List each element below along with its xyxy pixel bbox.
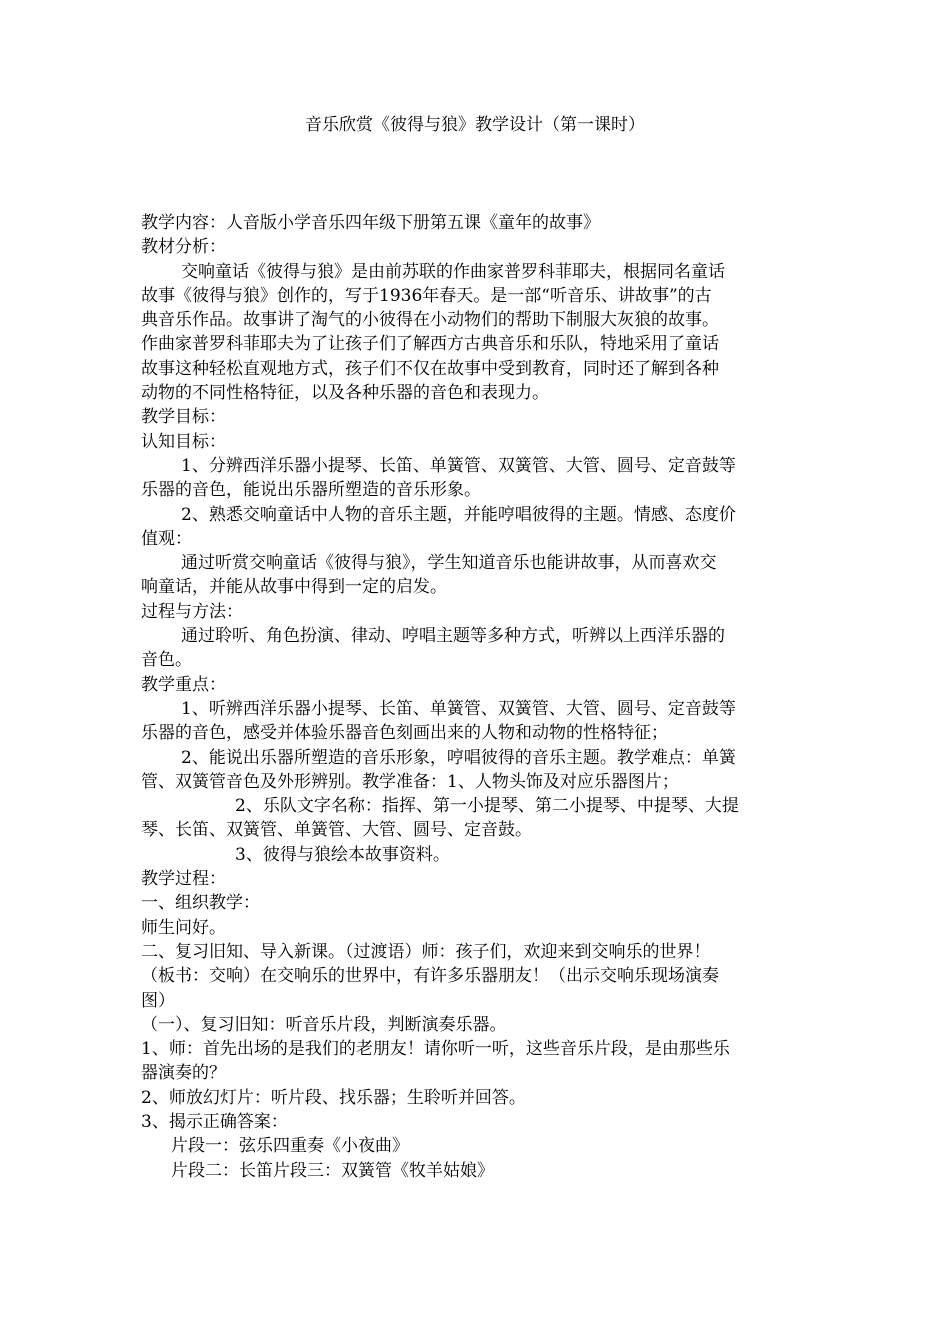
text-line: 教材分析：	[141, 237, 226, 258]
text-line: 图）	[141, 990, 175, 1011]
text-line: 1、分辨西洋乐器小提琴、长笛、单簧管、双簧管、大管、圆号、定音鼓等	[181, 455, 736, 476]
text-line: 教学重点：	[141, 674, 226, 695]
text-line: 动物的不同性格特征，以及各种乐器的音色和表现力。	[141, 383, 549, 404]
text-line: 教学过程：	[141, 869, 226, 890]
text-line: （板书：交响）在交响乐的世界中，有许多乐器朋友！（出示交响乐现场演奏	[141, 966, 719, 987]
text-line: 管、双簧管音色及外形辨别。教学准备：1、人物头饰及对应乐器图片；	[141, 771, 679, 792]
text-line: 过程与方法：	[141, 601, 243, 622]
text-line: 作曲家普罗科菲耶夫为了让孩子们了解西方古典音乐和乐队，特地采用了童话	[141, 334, 719, 355]
text-line: 师生问好。	[141, 917, 226, 938]
text-line: 片段二：长笛片段三：双簧管《牧羊姑娘》	[171, 1160, 494, 1181]
text-line: （一）、复习旧知：听音乐片段，判断演奏乐器。	[141, 1014, 507, 1035]
text-line: 2、熟悉交响童话中人物的音乐主题，并能哼唱彼得的主题。情感、态度价	[181, 504, 736, 525]
text-line: 1、师：首先出场的是我们的老朋友！请你听一听，这些音乐片段，是由那些乐	[141, 1039, 730, 1060]
text-line: 故事《彼得与狼》创作的，写于1936年春天。是一部“听音乐、讲故事”的古	[141, 285, 712, 306]
text-line: 3、彼得与狼绘本故事资料。	[235, 844, 450, 865]
text-line: 教学目标：	[141, 407, 226, 428]
text-line: 2、乐队文字名称：指挥、第一小提琴、第二小提琴、中提琴、大提	[235, 796, 739, 817]
text-line: 1、听辨西洋乐器小提琴、长笛、单簧管、双簧管、大管、圆号、定音鼓等	[181, 698, 736, 719]
text-line: 故事这种轻松直观地方式，孩子们不仅在故事中受到教育，同时还了解到各种	[141, 358, 719, 379]
text-line: 2、师放幻灯片：听片段、找乐器；生聆听并回答。	[141, 1087, 526, 1108]
text-line: 2、能说出乐器所塑造的音乐形象，哼唱彼得的音乐主题。教学难点：单簧	[181, 747, 736, 768]
text-line: 通过听赏交响童话《彼得与狼》，学生知道音乐也能讲故事，从而喜欢交	[181, 553, 717, 574]
document-title: 音乐欣赏《彼得与狼》教学设计（第一课时）	[305, 115, 645, 135]
text-line: 通过聆听、角色扮演、律动、哼唱主题等多种方式，听辨以上西洋乐器的	[181, 626, 725, 647]
text-line: 值观：	[141, 528, 192, 549]
document-body	[141, 211, 803, 1183]
text-line: 响童话，并能从故事中得到一定的启发。	[141, 577, 447, 598]
text-line: 交响童话《彼得与狼》是由前苏联的作曲家普罗科菲耶夫，根据同名童话	[181, 261, 725, 282]
text-line: 教学内容：人音版小学音乐四年级下册第五课《童年的故事》	[141, 213, 600, 233]
text-line: 琴、长笛、双簧管、单簧管、大管、圆号、定音鼓。	[141, 820, 532, 841]
text-line: 二、复习旧知、导入新课。（过渡语）师：孩子们，欢迎来到交响乐的世界！	[141, 941, 711, 962]
text-line: 乐器的音色，能说出乐器所塑造的音乐形象。	[141, 480, 481, 501]
text-line: 片段一：弦乐四重奏《小夜曲》	[171, 1136, 409, 1157]
text-line: 3、揭示正确答案：	[141, 1111, 288, 1132]
text-line: 典音乐作品。故事讲了淘气的小彼得在小动物们的帮助下制服大灰狼的故事。	[141, 310, 719, 331]
text-line: 乐器的音色，感受并体验乐器音色刻画出来的人物和动物的性格特征；	[141, 723, 668, 744]
text-line: 认知目标：	[141, 431, 226, 452]
text-line: 器演奏的？	[141, 1063, 226, 1084]
text-line: 一、组织教学：	[141, 893, 260, 914]
text-line: 音色。	[141, 650, 192, 671]
